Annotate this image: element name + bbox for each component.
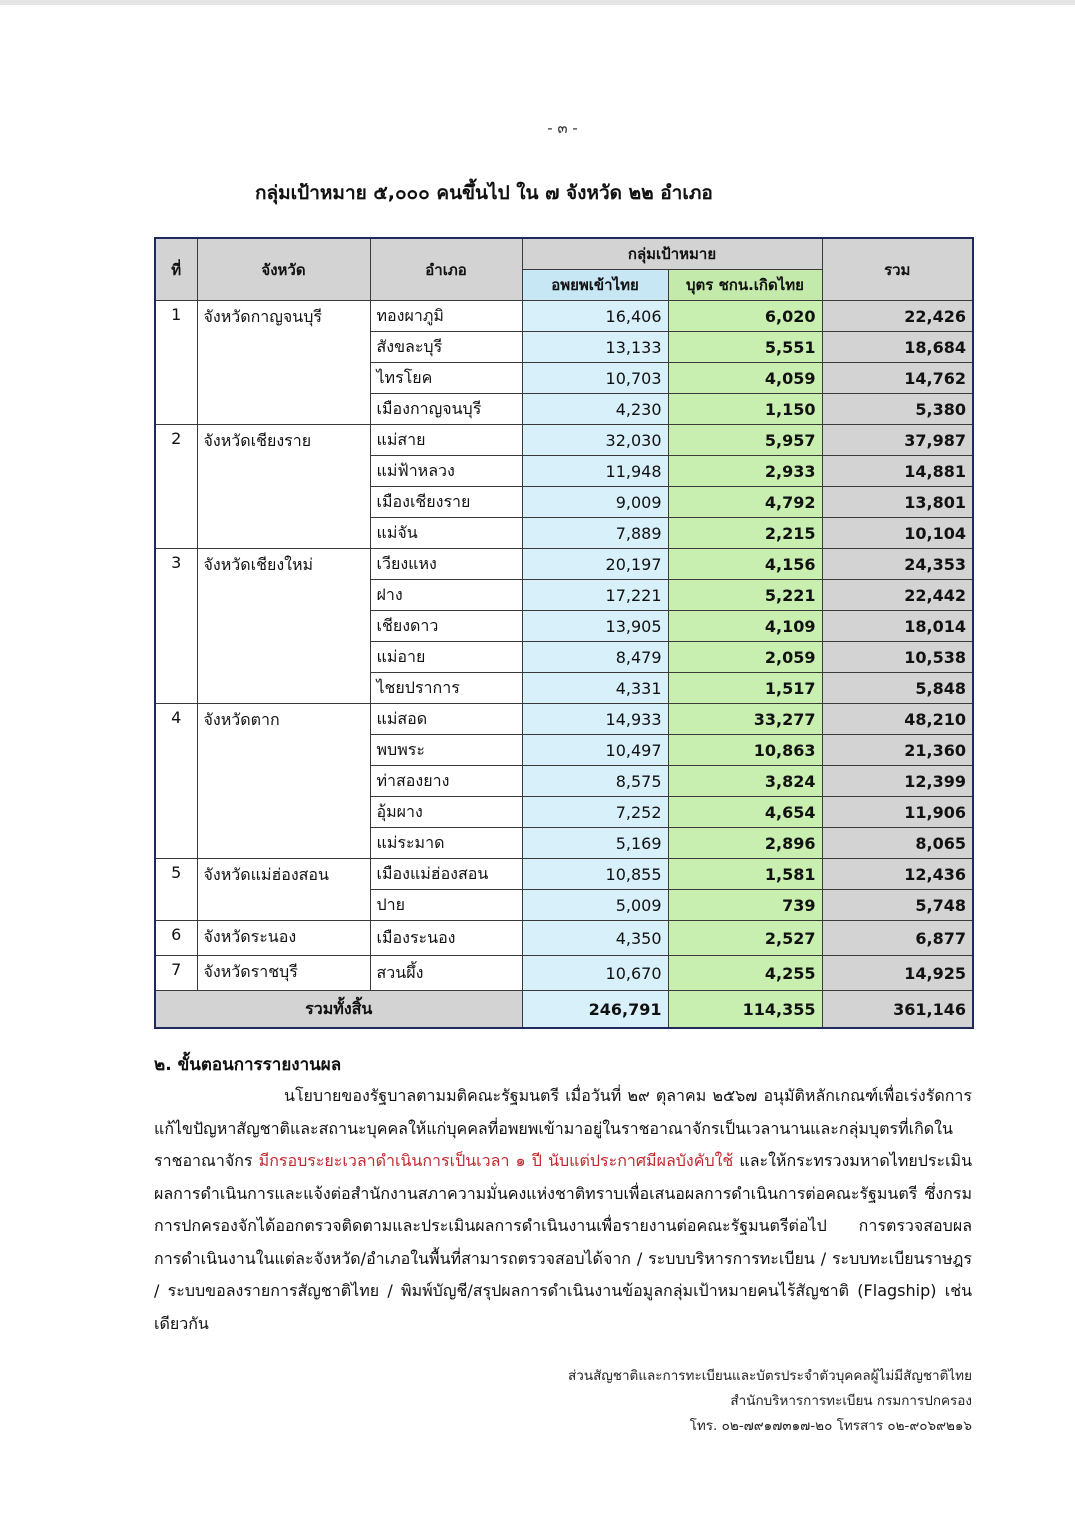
table-row: [155, 859, 973, 890]
children-count: 5,957: [668, 425, 822, 456]
immigrants-count: 7,252: [522, 797, 668, 828]
district-name: เมืองเชียงราย: [370, 487, 522, 518]
immigrants-count: 10,703: [522, 363, 668, 394]
grand-total-row: [155, 991, 973, 1029]
children-count: 2,527: [668, 921, 822, 956]
children-count: 2,215: [668, 518, 822, 549]
row-total: 5,380: [822, 394, 973, 425]
district-name: แม่สอด: [370, 704, 522, 735]
header-district: อำเภอ: [370, 238, 522, 301]
immigrants-count: 16,406: [522, 301, 668, 332]
table-title: กลุ่มเป้าหมาย ๕,๐๐๐ คนขึ้นไป ใน ๗ จังหวัด ๒๒ อำเภอ: [255, 182, 713, 204]
district-name: ปาย: [370, 890, 522, 921]
header-no: ที่: [155, 238, 197, 301]
table-row: [155, 549, 973, 580]
immigrants-count: 9,009: [522, 487, 668, 518]
immigrants-count: 4,350: [522, 921, 668, 956]
district-name: เมืองแม่ฮ่องสอน: [370, 859, 522, 890]
target-group-table: [154, 237, 974, 1029]
children-count: 6,020: [668, 301, 822, 332]
page-number: - ๓ -: [547, 119, 578, 137]
children-count: 4,255: [668, 956, 822, 991]
paragraph-highlight: มีกรอบระยะเวลาดำเนินการเป็นเวลา ๑ ปี นับแต่ประกาศมีผลบังคับใช้: [258, 1151, 734, 1170]
district-name: แม่อาย: [370, 642, 522, 673]
district-name: เมืองระนอง: [370, 921, 522, 956]
district-name: เมืองกาญจนบุรี: [370, 394, 522, 425]
row-total: 24,353: [822, 549, 973, 580]
row-number: 3: [155, 549, 197, 704]
row-number: 1: [155, 301, 197, 425]
province-name: จังหวัดเชียงใหม่: [197, 549, 370, 704]
row-number: 5: [155, 859, 197, 921]
immigrants-count: 14,933: [522, 704, 668, 735]
children-count: 739: [668, 890, 822, 921]
district-name: สังขละบุรี: [370, 332, 522, 363]
children-count: 4,059: [668, 363, 822, 394]
children-count: 2,933: [668, 456, 822, 487]
district-name: ทองผาภูมิ: [370, 301, 522, 332]
row-number: 4: [155, 704, 197, 859]
row-total: 10,538: [822, 642, 973, 673]
table-row: [155, 956, 973, 991]
row-total: 14,881: [822, 456, 973, 487]
row-total: 11,906: [822, 797, 973, 828]
immigrants-count: 11,948: [522, 456, 668, 487]
children-count: 4,654: [668, 797, 822, 828]
district-name: สวนผึ้ง: [370, 956, 522, 991]
children-count: 5,551: [668, 332, 822, 363]
district-name: ฝาง: [370, 580, 522, 611]
immigrants-count: 32,030: [522, 425, 668, 456]
row-total: 18,684: [822, 332, 973, 363]
district-name: อุ้มผาง: [370, 797, 522, 828]
immigrants-count: 4,230: [522, 394, 668, 425]
row-total: 14,762: [822, 363, 973, 394]
district-name: เวียงแหง: [370, 549, 522, 580]
body-paragraph: [154, 1080, 972, 1340]
children-count: 3,824: [668, 766, 822, 797]
footer-bureau: สำนักบริหารการทะเบียน กรมการปกครอง: [730, 1393, 972, 1409]
row-total: 6,877: [822, 921, 973, 956]
province-name: จังหวัดกาญจนบุรี: [197, 301, 370, 425]
province-name: จังหวัดเชียงราย: [197, 425, 370, 549]
children-count: 1,150: [668, 394, 822, 425]
table-body: [155, 301, 973, 1029]
row-total: 13,801: [822, 487, 973, 518]
district-name: แม่สาย: [370, 425, 522, 456]
immigrants-count: 7,889: [522, 518, 668, 549]
district-name: ไชยปราการ: [370, 673, 522, 704]
immigrants-count: 4,331: [522, 673, 668, 704]
immigrants-count: 13,133: [522, 332, 668, 363]
footer-contact: โทร. ๐๒-๗๙๑๗๓๑๗-๒๐ โทรสาร ๐๒-๙๐๖๙๒๑๖: [689, 1418, 972, 1434]
grand-total-immigrants: 246,791: [522, 991, 668, 1029]
row-total: 12,436: [822, 859, 973, 890]
immigrants-count: 10,497: [522, 735, 668, 766]
row-total: 5,848: [822, 673, 973, 704]
children-count: 4,792: [668, 487, 822, 518]
children-count: 2,896: [668, 828, 822, 859]
row-total: 10,104: [822, 518, 973, 549]
district-name: พบพระ: [370, 735, 522, 766]
district-name: แม่จัน: [370, 518, 522, 549]
section-heading: ๒. ขั้นตอนการรายงานผล: [154, 1055, 342, 1075]
table-row: [155, 704, 973, 735]
row-number: 6: [155, 921, 197, 956]
immigrants-count: 5,169: [522, 828, 668, 859]
immigrants-count: 20,197: [522, 549, 668, 580]
immigrants-count: 13,905: [522, 611, 668, 642]
children-count: 1,517: [668, 673, 822, 704]
table-row: [155, 921, 973, 956]
grand-total-sum: 361,146: [822, 991, 973, 1029]
children-count: 4,156: [668, 549, 822, 580]
immigrants-count: 8,575: [522, 766, 668, 797]
row-number: 2: [155, 425, 197, 549]
footer-office: ส่วนสัญชาติและการทะเบียนและบัตรประจำตัวบุคคลผู้ไม่มีสัญชาติไทย: [568, 1368, 972, 1384]
header-province: จังหวัด: [197, 238, 370, 301]
row-total: 5,748: [822, 890, 973, 921]
row-total: 21,360: [822, 735, 973, 766]
table-row: [155, 301, 973, 332]
district-name: แม่ฟ้าหลวง: [370, 456, 522, 487]
district-name: แม่ระมาด: [370, 828, 522, 859]
row-total: 12,399: [822, 766, 973, 797]
children-count: 5,221: [668, 580, 822, 611]
province-name: จังหวัดตาก: [197, 704, 370, 859]
immigrants-count: 10,855: [522, 859, 668, 890]
immigrants-count: 8,479: [522, 642, 668, 673]
table-row: [155, 425, 973, 456]
grand-total-children: 114,355: [668, 991, 822, 1029]
children-count: 2,059: [668, 642, 822, 673]
paragraph-part-1: นโยบายของรัฐบาลตามมติคณะรัฐมนตรี เมื่อวันที่ ๒๙ ตุลาคม ๒๕๖๗ อนุมัติหลักเกณฑ์เพื่อเร่งรัดการแก้ไขปัญหาสัญชาติและสถานะบุคคลให้แก่บุคคลที่อพยพเข้ามาอยู่ในราชอาณาจักรเป็นเวลานานและกลุ่มบุตรที่เกิดในราชอาณาจักร: [154, 1086, 972, 1170]
row-total: 22,426: [822, 301, 973, 332]
province-name: จังหวัดระนอง: [197, 921, 370, 956]
province-name: จังหวัดแม่ฮ่องสอน: [197, 859, 370, 921]
header-children-born-thai: บุตร ชกน.เกิดไทย: [668, 270, 822, 301]
paragraph-part-2: และให้กระทรวงมหาดไทยประเมินผลการดำเนินการและแจ้งต่อสำนักงานสภาความมั่นคงแห่งชาติทราบเพื่อเสนอผลการดำเนินการต่อคณะรัฐมนตรี ซึ่งกรมการปกครองจักได้ออกตรวจติดตามและประเมินผลการดำเนินงานเพื่อรายงานต่อคณะรัฐมนตรีต่อไป การตรวจสอบผลการดำเนินงานในแต่ละจังหวัด/อำเภอในพื้นที่สามารถตรวจสอบได้จาก / ระบบบริหารการทะเบียน / ระบบทะเบียนราษฎร / ระบบขอลงรายการสัญชาติไทย / พิมพ์บัญชี/สรุปผลการดำเนินงานข้อมูลกลุ่มเป้าหมายคนไร้สัญชาติ (Flagship) เช่นเดียวกัน: [154, 1151, 973, 1333]
children-count: 33,277: [668, 704, 822, 735]
district-name: ไทรโยค: [370, 363, 522, 394]
row-total: 37,987: [822, 425, 973, 456]
immigrants-count: 5,009: [522, 890, 668, 921]
header-immigrants: อพยพเข้าไทย: [522, 270, 668, 301]
immigrants-count: 17,221: [522, 580, 668, 611]
province-name: จังหวัดราชบุรี: [197, 956, 370, 991]
district-name: ท่าสองยาง: [370, 766, 522, 797]
row-number: 7: [155, 956, 197, 991]
row-total: 48,210: [822, 704, 973, 735]
children-count: 4,109: [668, 611, 822, 642]
immigrants-count: 10,670: [522, 956, 668, 991]
children-count: 10,863: [668, 735, 822, 766]
row-total: 18,014: [822, 611, 973, 642]
top-border: [0, 0, 1075, 5]
row-total: 8,065: [822, 828, 973, 859]
header-target-group: กลุ่มเป้าหมาย: [522, 238, 822, 270]
grand-total-label: รวมทั้งสิ้น: [155, 991, 522, 1029]
district-name: เชียงดาว: [370, 611, 522, 642]
header-total: รวม: [822, 238, 973, 301]
row-total: 14,925: [822, 956, 973, 991]
row-total: 22,442: [822, 580, 973, 611]
children-count: 1,581: [668, 859, 822, 890]
